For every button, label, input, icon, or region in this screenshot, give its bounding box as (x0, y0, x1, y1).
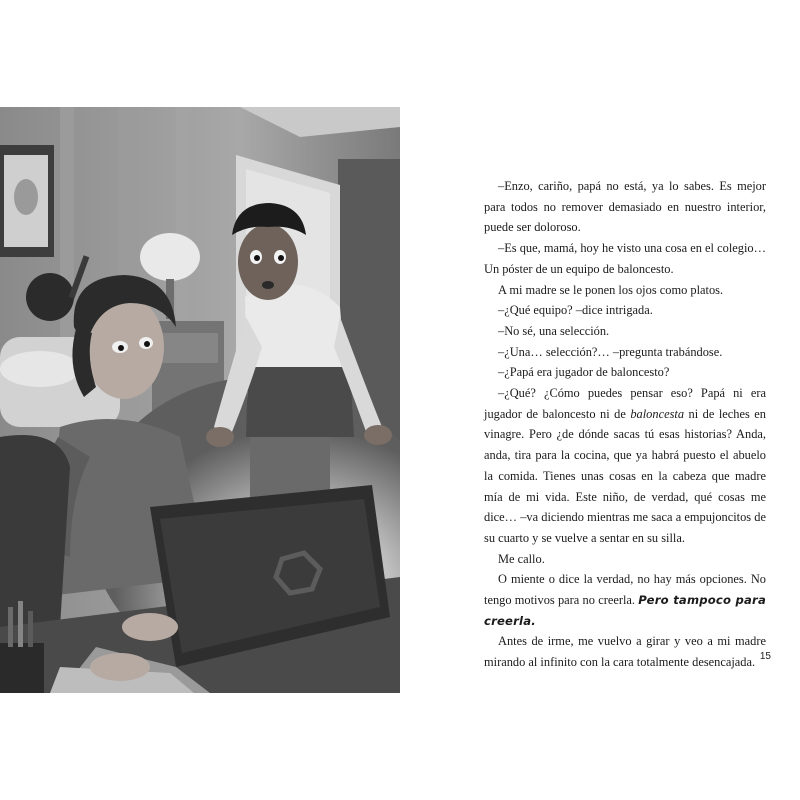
paragraph: –No sé, una selección. (498, 323, 610, 338)
illustration (0, 107, 400, 693)
text-block (484, 176, 766, 673)
illustration-art (0, 107, 400, 693)
paragraph-text: ni de leches en vinagre. Pero ¿de dónde sacas tú esas historias? Anda, anda, tira para la cocina, que ya habrá puesto el abuelo la comida. Tienes unas cosas en la cabeza que madre mía de mi vida. Este niño, de verdad, qué cosas me dice… –va diciendo mientras me saca a empujoncitos de su cuarto y se vuelve a sentar en su silla. (484, 406, 766, 545)
paragraph: –¿Qué equipo? –dice intrigada. (498, 303, 653, 318)
paragraph-text: O miente o dice la verdad, no hay más opciones. No tengo motivos para no creerla. (484, 572, 766, 608)
handwritten-emphasis: Pero tampoco para creerla. (484, 593, 767, 628)
paragraph: A mi madre se le ponen los ojos como platos. (498, 282, 724, 297)
paragraph: –¿Papá era jugador de baloncesto? (498, 365, 670, 380)
paragraph: Me callo. (498, 551, 545, 566)
paragraph: Antes de irme, me vuelvo a girar y veo a mi madre mirando al infinito con la cara totalmente desencajada. (484, 634, 766, 670)
paragraph: –¿Una… selección?… –pregunta trabándose. (498, 344, 723, 359)
italic-word: baloncesta (630, 406, 685, 421)
paragraph: –Enzo, cariño, papá no está, ya lo sabes. Es mejor para todos no remover demasiado en nuestro interior, puede ser doloroso. (484, 179, 766, 235)
page-number: 15 (759, 651, 771, 662)
paragraph-text: –¿Qué? ¿Cómo puedes pensar eso? Papá ni era jugador de baloncesto ni de (484, 386, 766, 421)
paragraph: –Es que, mamá, hoy he visto una cosa en el colegio… Un póster de un equipo de baloncesto. (484, 241, 766, 276)
paragraph (484, 569, 766, 631)
paragraph (484, 383, 766, 549)
